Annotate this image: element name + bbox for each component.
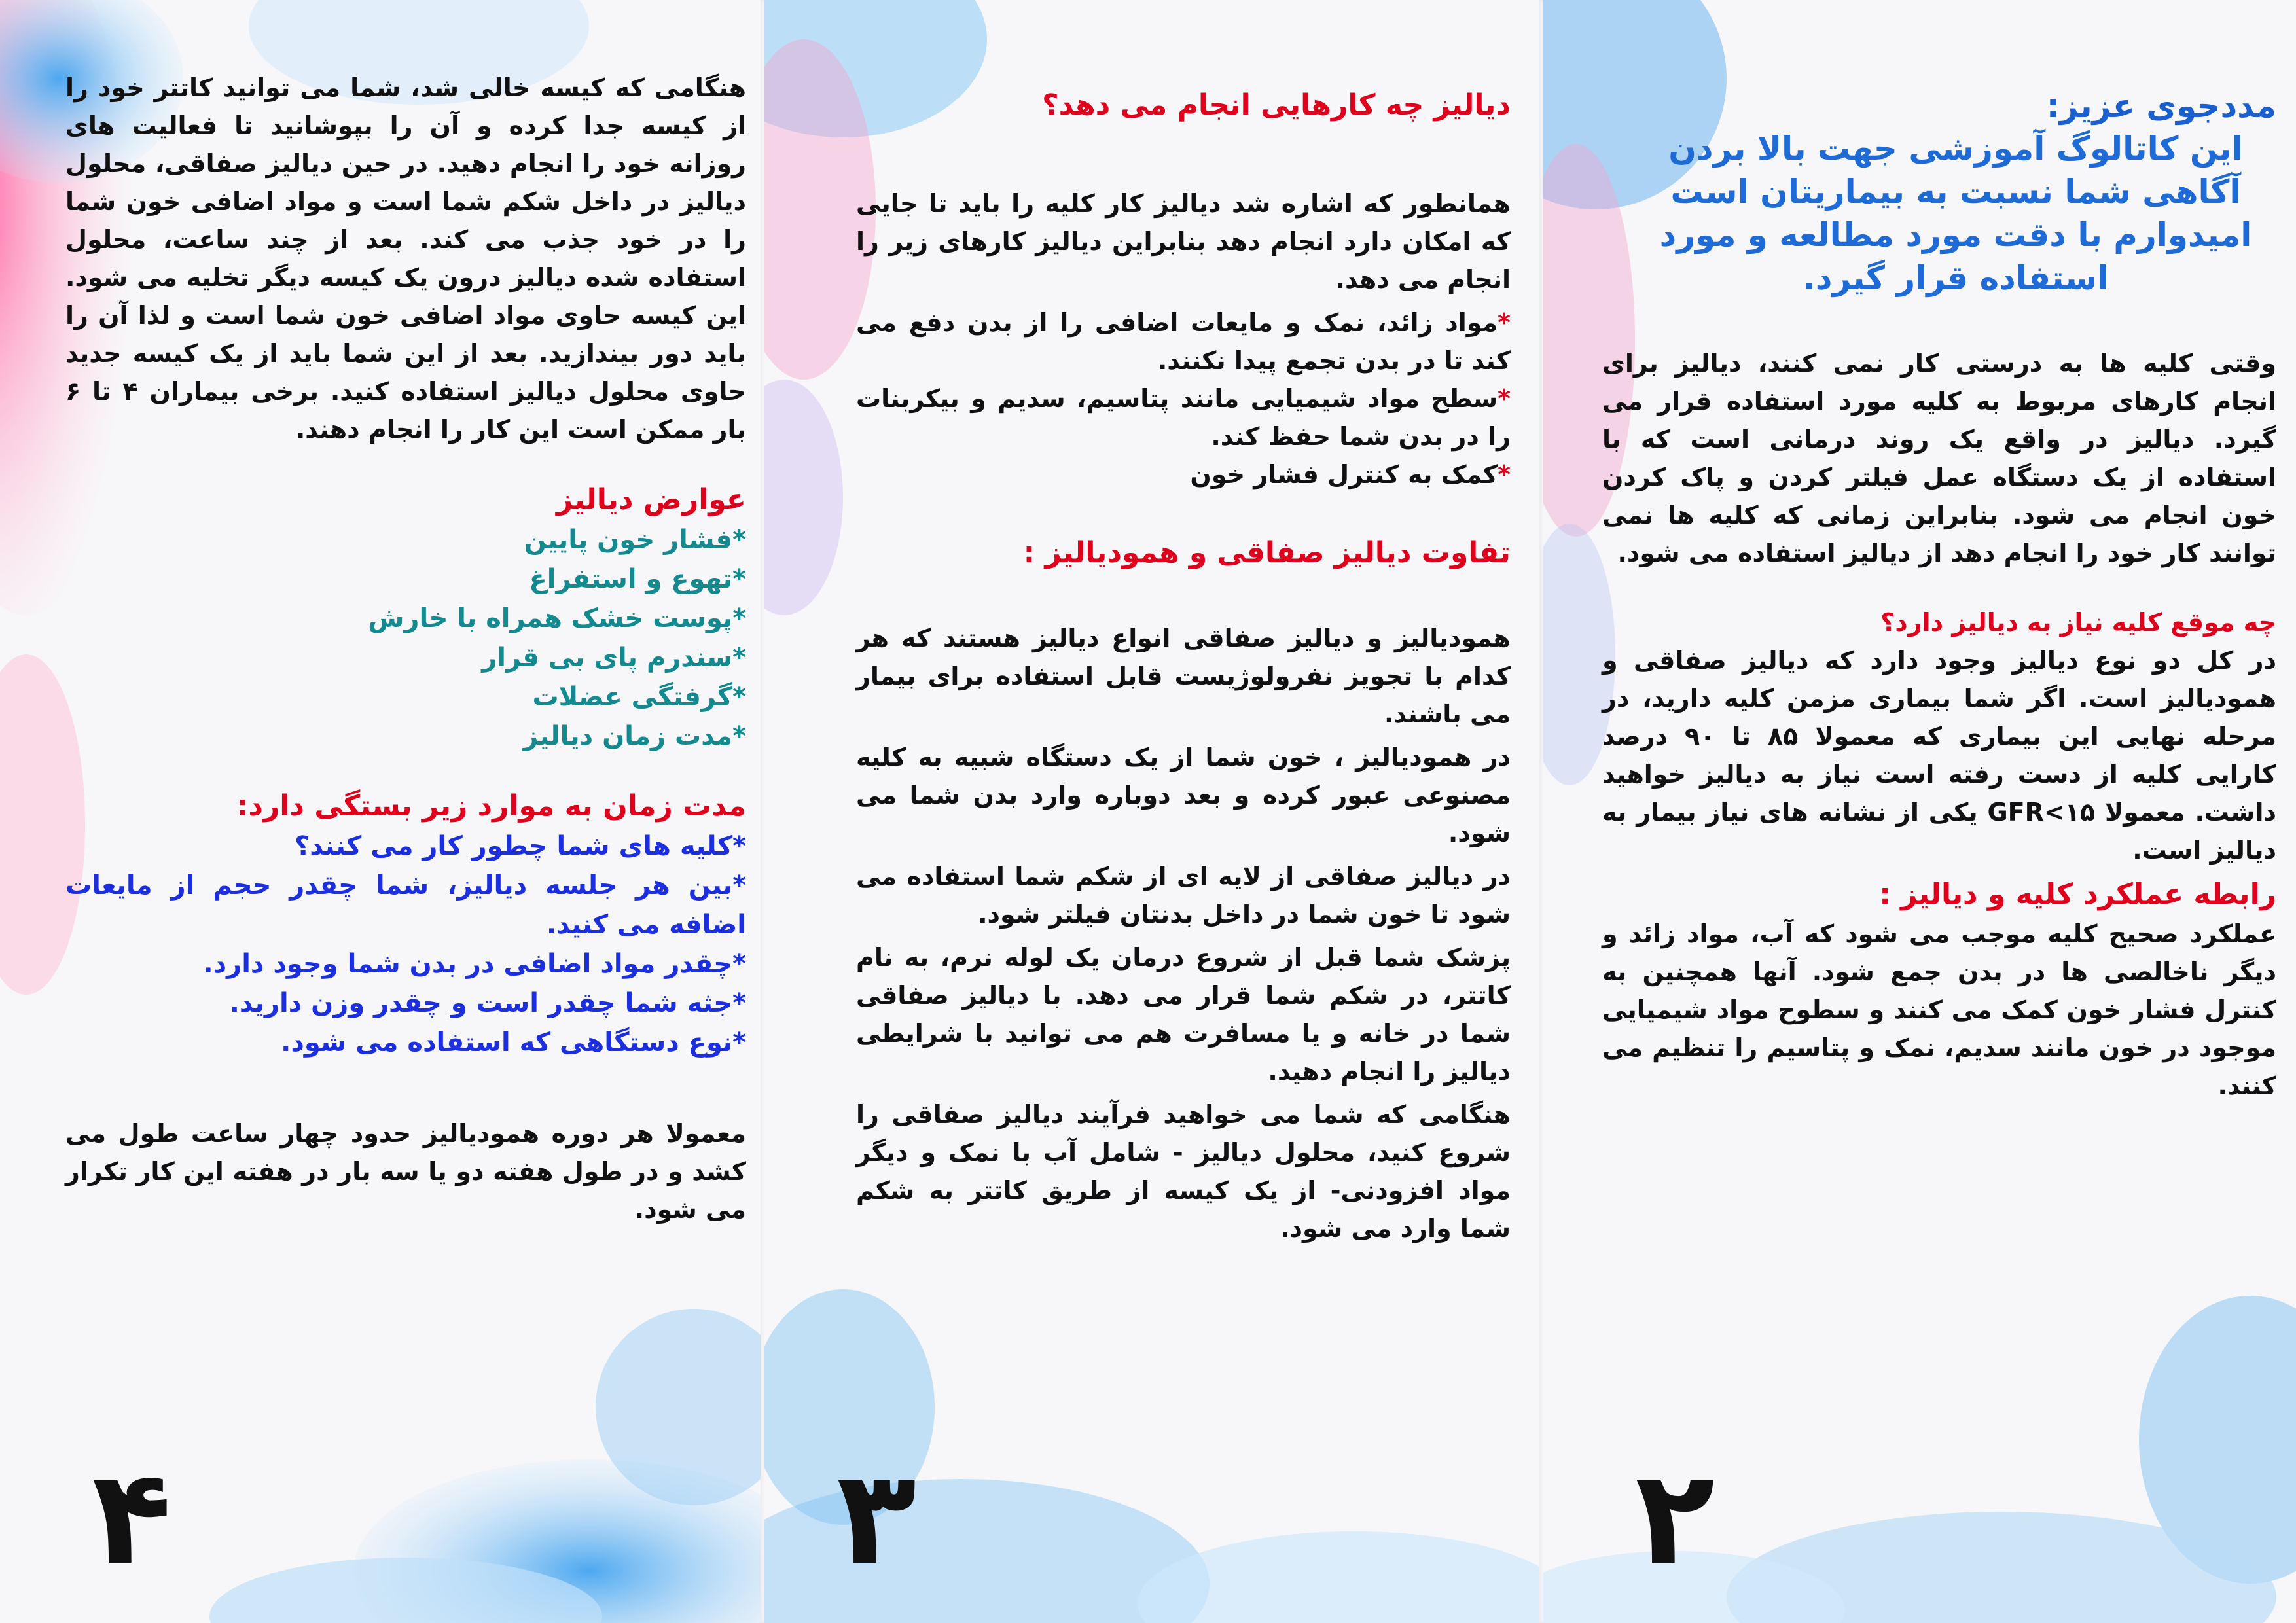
- list-item: *چقدر مواد اضافی در بدن شما وجود دارد.: [203, 949, 746, 979]
- list-item: *سندرم پای بی قرار: [482, 643, 746, 673]
- complications-list: [65, 520, 746, 756]
- dialysis-functions-list: [856, 304, 1511, 493]
- page4-paragraph-1: هنگامی که کیسه خالی شد، شما می توانید کاتتر خود را از کیسه جدا کرده و آن را بپوشانید تا فعالیت های روزانه خود را انجام دهید. در حین دیالیز صفاقی، محلول دیالیز در داخل شکم شما است و مواد اضافی خون شما را در خود جذب می کند. بعد از چند ساعت، محلول استفاده شده دیالیز درون یک کیسه دیگر تخلیه می شود. این کیسه حاوی مواد اضافی خون شما است و لذا آن را باید دور بیندازید. بعد از این شما باید از یک کیسه جدید حاوی محلول دیالیز استفاده کنید. برخی بیماران ۴ تا ۶ بار ممکن است این کار را انجام دهند.: [65, 73, 746, 444]
- page2-paragraph-3: عملکرد صحیح کلیه موجب می شود که آب، مواد زائد و دیگر ناخالصی ها در بدن جمع شود. آنها همچنین به کنترل فشار خون کمک می کنند و سطوح مواد شیمیایی موجود در خون مانند سدیم، نمک و پتاسیم را تنظیم می کنند.: [1602, 919, 2276, 1100]
- list-item: *گرفتگی عضلات: [532, 682, 746, 712]
- duration-list: [65, 827, 746, 1062]
- list-item: *مدت زمان دیالیز: [523, 721, 746, 751]
- list-item: *کلیه های شما چطور کار می کنند؟: [295, 831, 746, 861]
- page3-intro: همانطور که اشاره شد دیالیز کار کلیه را باید تا جایی که امکان دارد انجام دهد بنابراین دیالیز کارهای زیر را انجام می دهد.: [856, 189, 1511, 294]
- difference-title: تفاوت دیالیز صفاقی و همودیالیز :: [1023, 536, 1511, 569]
- duration-title: مدت زمان به موارد زیر بستگی دارد:: [236, 789, 746, 823]
- complications-title: عوارض دیالیز: [556, 483, 746, 516]
- page2-paragraph-1: وقتی کلیه ها به درستی کار نمی کنند، دیالیز برای انجام کارهای مربوط به کلیه مورد استفاده قرار می گیرد. دیالیز در واقع یک روند درمانی است که با استفاده از یک دستگاه عمل فیلتر کردن و پاک کردن خون انجام می شود. بنابراین زمانی که کلیه ها نمی توانند کار خود را انجام دهد از دیالیز استفاده می شود.: [1602, 349, 2276, 567]
- page3-paragraph-1: همودیالیز و دیالیز صفاقی انواع دیالیز هستند که هر کدام با تجویز نفرولوژیست قابل استفاده برای بیمار می باشند.: [856, 624, 1511, 728]
- page2-content: [1602, 85, 2276, 1110]
- page-number: ۴: [92, 1442, 172, 1594]
- list-item: *بین هر جلسه دیالیز، شما چقدر حجم از مایعات اضافه می کنید.: [65, 870, 746, 940]
- page3-paragraph-2: در همودیالیز ، خون شما از یک دستگاه شبیه به کلیه مصنوعی عبور کرده و بعد دوباره وارد بدن شما می شود.: [856, 743, 1511, 847]
- intro-message: این کاتالوگ آموزشی جهت بالا بردن آگاهی شما نسبت به بیماریتان است امیدوارم با دقت مورد مطالعه و مورد استفاده قرار گیرد.: [1659, 130, 2252, 297]
- list-item: *فشار خون پایین: [524, 525, 746, 555]
- page-number: ۲: [1635, 1442, 1715, 1594]
- when-needed-title: چه موقع کلیه نیاز به دیالیز دارد؟: [1880, 608, 2276, 637]
- page-number: ۳: [836, 1442, 917, 1594]
- page3-content: [856, 85, 1511, 1253]
- page3-paragraph-5: هنگامی که شما می خواهید فرآیند دیالیز صفاقی را شروع کنید، محلول دیالیز - شامل آب با نمک و دیگر مواد افزودنی- از یک کیسه از طریق کاتتر به شکم شما وارد می شود.: [856, 1100, 1511, 1243]
- list-item: *نوع دستگاهی که استفاده می شود.: [281, 1027, 746, 1058]
- kidney-function-title: رابطه عملکرد کلیه و دیالیز :: [1879, 878, 2276, 911]
- page3-paragraph-4: پزشک شما قبل از شروع درمان یک لوله نرم، به نام کاتتر، در شکم شما قرار می دهد. با دیالیز صفاقی شما در خانه و یا مسافرت هم می توانید با شرایطی دیالیز را انجام دهید.: [856, 943, 1511, 1086]
- panel-page-3: [764, 0, 1543, 1623]
- page4-paragraph-2: معمولا هر دوره همودیالیز حدود چهار ساعت طول می کشد و در طول هفته دو یا سه بار در هفته این کار تکرار می شود.: [65, 1119, 746, 1224]
- page4-content: [65, 69, 746, 1234]
- page2-paragraph-2: در کل دو نوع دیالیز وجود دارد که دیالیز صفاقی و همودیالیز است. اگر شما بیماری مزمن کلیه دارید، در مرحله نهایی این بیماری که معمولا ۸۵ تا ۹۰ درصد کارایی کلیه از دست رفته است نیاز به دیالیز خواهید داشت. معمولا GFR<۱۵ یکی از نشانه های نیاز بیمار به دیالیز است.: [1602, 646, 2277, 865]
- greeting-title: مددجوی عزیز:: [2046, 87, 2276, 125]
- list-item: *کمک به کنترل فشار خون: [1190, 460, 1511, 489]
- panel-page-2: [1543, 0, 2296, 1623]
- list-item: *سطح مواد شیمیایی مانند پتاسیم، سدیم و بیکربنات را در بدن شما حفظ کند.: [856, 384, 1511, 451]
- list-item: *جثه شما چقدر است و چقدر وزن دارید.: [229, 988, 746, 1018]
- list-item: *تهوع و استفراغ: [529, 564, 746, 594]
- list-item: *مواد زائد، نمک و مایعات اضافی را از بدن دفع می کند تا در بدن تجمع پیدا نکنند.: [856, 308, 1511, 375]
- page3-paragraph-3: در دیالیز صفاقی از لایه ای از شکم شما استفاده می شود تا خون شما در داخل بدنتان فیلتر شود.: [856, 862, 1511, 929]
- list-item: *پوست خشک همراه با خارش: [368, 603, 746, 633]
- what-dialysis-does-title: دیالیز چه کارهایی انجام می دهد؟: [1042, 88, 1511, 122]
- panel-page-4: [0, 0, 764, 1623]
